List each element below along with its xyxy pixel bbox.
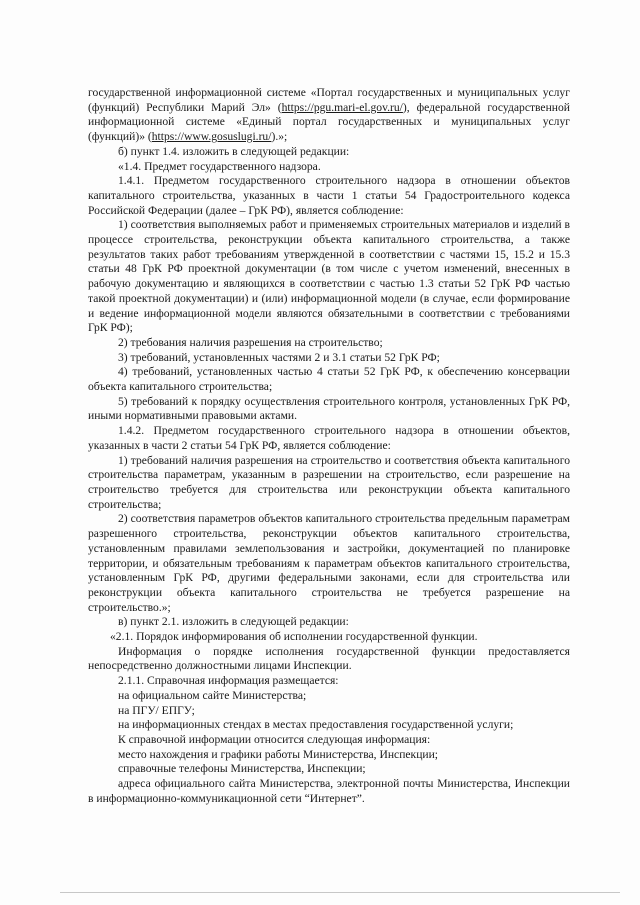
paragraph-text: 2) требования наличия разрешения на строительство; [118, 335, 383, 349]
scan-artifact-line [60, 892, 620, 893]
paragraph-text: на информационных стендах в местах предоставления государственной услуги; [118, 718, 514, 732]
paragraph-p7 [88, 365, 570, 394]
paragraph-text: на ПГУ/ ЕПГУ; [118, 703, 195, 717]
paragraph-text: 1.4.1. Предметом государственного строительного надзора в отношении объектов капитального строительства, указанных в части 1 статьи 54 Градостроительного кодекса Российской Федерации (далее – ГрК РФ), является соблюдение: [88, 174, 570, 217]
paragraph-p19 [88, 733, 570, 748]
paragraph-text: «2.1. Порядок информирования об исполнении государственной функции. [110, 630, 478, 644]
paragraph-p6 [88, 351, 570, 366]
paragraph-p16 [88, 689, 570, 704]
paragraph-text: 1) соответствия выполняемых работ и применяемых строительных материалов и изделий в процессе строительства, реконструкции объекта капитального строительства, а также результатов таких работ требованиям утвержденной в соответствии с частями 15, 15.2 и 15.3 статьи 48 ГрК РФ проектной документации (в том числе с учетом изменений, внесенных в рабочую документацию и являющихся в соответствии с частью 1.3 статьи 52 ГрК РФ частью такой проектной документации) и (или) информационной модели (в случае, если формирование и ведение информационной модели являются обязательными в соответствии с требованиями ГрК РФ); [88, 218, 570, 335]
paragraph-text: 5) требований к порядку осуществления строительного контроля, установленных ГрК РФ, иными нормативными правовыми актами. [88, 394, 570, 423]
paragraph-text: Информация о порядке исполнения государственной функции предоставляется непосредственно должностными лицами Инспекции. [88, 644, 570, 673]
paragraph-p17 [88, 704, 570, 719]
document-body [88, 86, 570, 806]
paragraph-text: К справочной информации относится следующая информация: [118, 732, 431, 746]
paragraph-text: на официальном сайте Министерства; [118, 688, 307, 702]
paragraph-text: 2) соответствия параметров объектов капитального строительства предельным параметрам разрешенного строительства, реконструкции объектов капитального строительства, установленным правилами землепользования и застройки, документацией по планировке территории, и обязательным требованиям к параметрам объектов капитального строительства, установленным ГрК РФ, другими федеральными законами, если для строительства или реконструкции объекта капитального строительства не требуется разрешение на строительство.»; [88, 512, 570, 614]
paragraph-text: ).»; [271, 130, 288, 144]
paragraph-text: ), федеральной государственной информационной системе «Единый портал государственных и муниципальных услуг (функций)» ( [88, 100, 570, 144]
paragraph-p8 [88, 395, 570, 424]
paragraph-p14 [88, 645, 570, 674]
paragraph-text: справочные телефоны Министерства, Инспекции; [118, 762, 366, 776]
paragraph-p20 [88, 748, 570, 763]
paragraph-text: б) пункт 1.4. изложить в следующей редакции: [118, 144, 350, 158]
paragraph-p1 [88, 145, 570, 160]
paragraph-p5 [88, 336, 570, 351]
paragraph-p12 [88, 615, 570, 630]
paragraph-text: 4) требований, установленных частью 4 статьи 52 ГрК РФ, к обеспечению консервации объекта капитального строительства; [88, 365, 570, 394]
paragraph-text: 2.1.1. Справочная информация размещается: [118, 674, 339, 688]
paragraph-p21 [88, 762, 570, 777]
paragraph-text: место нахождения и графики работы Министерства, Инспекции; [118, 747, 439, 761]
paragraph-p3 [88, 174, 570, 218]
paragraph-text: 1) требований наличия разрешения на строительство и соответствия объекта капитального строительства параметрам, указанным в разрешении на строительство, если разрешение на строительство требуется для строительства или реконструкции объекта капитального строительства; [88, 453, 570, 511]
paragraph-p22 [88, 777, 570, 806]
paragraph-text: в) пункт 2.1. изложить в следующей редакции: [118, 615, 349, 629]
paragraph-p10 [88, 454, 570, 513]
paragraph-p4 [88, 218, 570, 336]
paragraph-p13 [88, 630, 570, 645]
paragraph-text: 1.4.2. Предметом государственного строительного надзора в отношении объектов, указанных в части 2 статьи 54 ГрК РФ, является соблюдение: [88, 424, 570, 452]
paragraph-text: государственной информационной системе «Портал государственных и муниципальных услуг (функций) Республики Марий Эл» ( [88, 86, 570, 114]
paragraph-p18 [88, 718, 570, 733]
paragraph-p9 [88, 424, 570, 453]
paragraph-text: «1.4. Предмет государственного надзора. [118, 159, 321, 173]
url-link[interactable]: https://pgu.mari-el.gov.ru/ [281, 100, 403, 114]
paragraph-p15 [88, 674, 570, 689]
paragraph-p2 [88, 160, 570, 175]
paragraph-text: 3) требований, установленных частями 2 и 3.1 статьи 52 ГрК РФ; [118, 350, 440, 364]
paragraph-p11 [88, 512, 570, 615]
url-link[interactable]: https://www.gosuslugi.ru/ [151, 130, 272, 144]
paragraph-p0 [88, 86, 570, 145]
paragraph-text: адреса официального сайта Министерства, электронной почты Министерства, Инспекции в информационно-коммуникационной сети “Интернет”. [88, 777, 570, 805]
